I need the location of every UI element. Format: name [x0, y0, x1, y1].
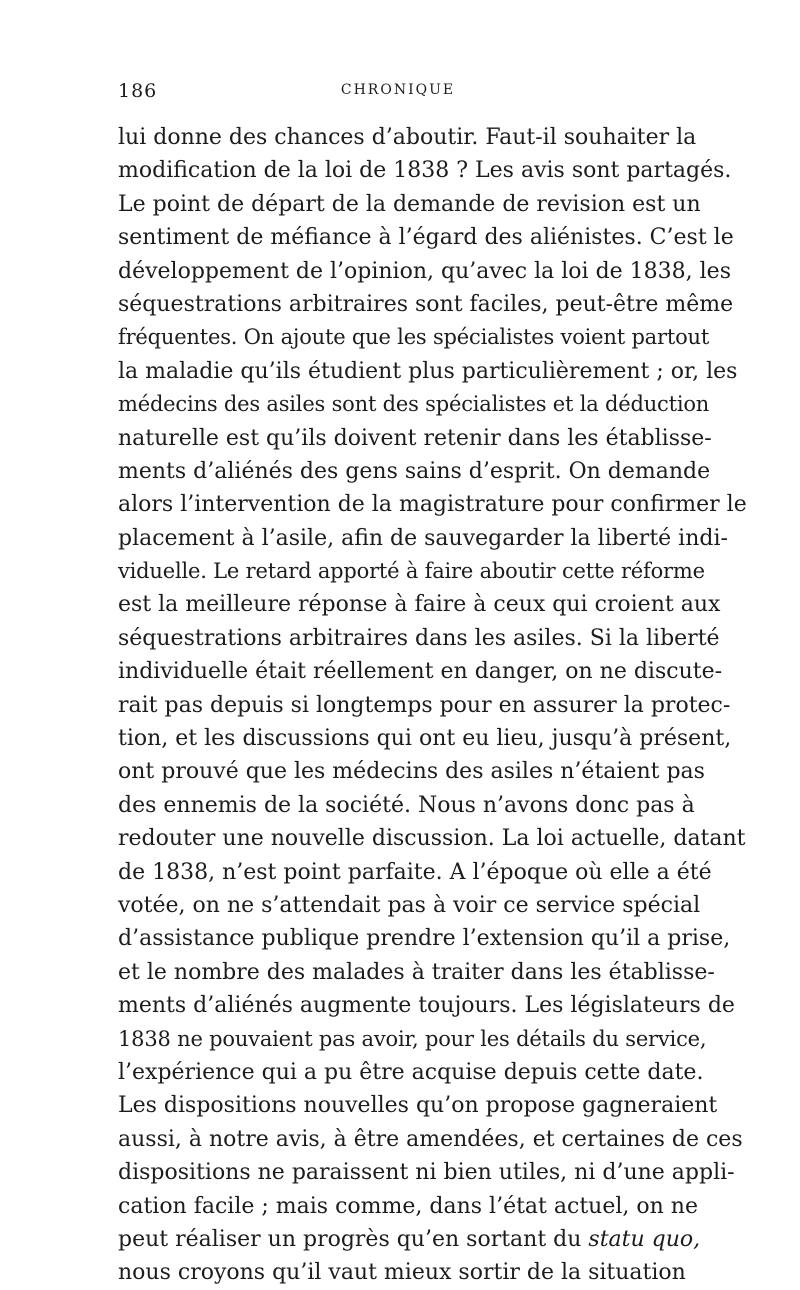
text-line-9: médecins des asiles sont des spécialistes et la déduction: [118, 392, 710, 417]
text-line-7: fréquentes. On ajoute que les spécialistes voient partout: [118, 325, 710, 350]
text-line-34-roman: peut réaliser un progrès qu’en sortant du: [118, 1226, 582, 1252]
text-line-28: 1838 ne pouvaient pas avoir, pour les détails du service,: [118, 1026, 707, 1051]
text-line-33: cation facile ; mais comme, dans l’état actuel, on ne: [118, 1193, 698, 1219]
text-line-31: aussi, à notre avis, à être amendées, et certaines de ces: [118, 1126, 743, 1152]
text-line-25: d’assistance publique prendre l’extension qu’il a prise,: [118, 926, 731, 952]
text-line-3: Le point de départ de la demande de revision est un: [118, 191, 701, 217]
text-line-21: des ennemis de la société. Nous n’avons donc pas à: [118, 792, 695, 818]
text-line-11: ments d’aliénés des gens sains d’esprit. On demande: [118, 458, 711, 484]
text-line-15: est la meilleure réponse à faire à ceux qui croient aux: [118, 592, 721, 618]
page-number: 186: [118, 80, 158, 102]
text-line-4: sentiment de méfiance à l’égard des aliénistes. C’est le: [118, 225, 734, 251]
text-line-10: naturelle est qu’ils doivent retenir dans les établisse-: [118, 425, 712, 451]
text-line-22: redouter une nouvelle discussion. La loi actuelle, datant: [118, 826, 746, 852]
text-line-12: alors l’intervention de la magistrature pour confirmer le: [118, 492, 747, 518]
text-line-20: ont prouvé que les médecins des asiles n’étaient pas: [118, 759, 705, 785]
text-line-14: viduelle. Le retard apporté à faire aboutir cette réforme: [118, 559, 705, 584]
running-title: CHRONIQUE: [340, 82, 456, 98]
text-line-32: dispositions ne paraissent ni bien utiles, ni d’une appli-: [118, 1160, 735, 1186]
text-line-6: séquestrations arbitraires sont faciles, peut-être même: [118, 291, 734, 317]
text-line-2: modification de la loi de 1838 ? Les avis sont partagés.: [118, 158, 732, 184]
body-paragraph: [118, 121, 747, 1290]
text-line-30: Les dispositions nouvelles qu’on propose gagneraient: [118, 1093, 718, 1119]
text-line-26: et le nombre des malades à traiter dans les établisse-: [118, 959, 715, 985]
text-line-18: rait pas depuis si longtemps pour en assurer la protec-: [118, 692, 731, 718]
text-line-24: votée, on ne s’attendait pas à voir ce service spécial: [118, 892, 701, 918]
text-line-1: lui donne des chances d’aboutir. Faut-il souhaiter la: [118, 125, 697, 150]
text-line-27: ments d’aliénés augmente toujours. Les législateurs de: [118, 993, 735, 1019]
text-line-29: l’expérience qui a pu être acquise depuis cette date.: [118, 1059, 704, 1085]
text-line-17: individuelle était réellement en danger, on ne discute-: [118, 659, 723, 685]
text-line-16: séquestrations arbitraires dans les asiles. Si la liberté: [118, 625, 720, 651]
text-line-13: placement à l’asile, afin de sauvegarder la liberté indi-: [118, 525, 728, 551]
text-line-35: nous croyons qu’il vaut mieux sortir de la situation: [118, 1260, 686, 1286]
text-line-19: tion, et les discussions qui ont eu lieu, jusqu’à présent,: [118, 726, 732, 752]
italic-latin-phrase: statu quo,: [588, 1226, 701, 1252]
text-line-5: développement de l’opinion, qu’avec la loi de 1838, les: [118, 258, 731, 284]
text-line-34: [118, 1223, 701, 1256]
running-head: [118, 80, 678, 110]
text-line-23: de 1838, n’est point parfaite. A l’époque où elle a été: [118, 859, 712, 885]
text-line-8: la maladie qu’ils étudient plus particulièrement ; or, les: [118, 358, 738, 384]
